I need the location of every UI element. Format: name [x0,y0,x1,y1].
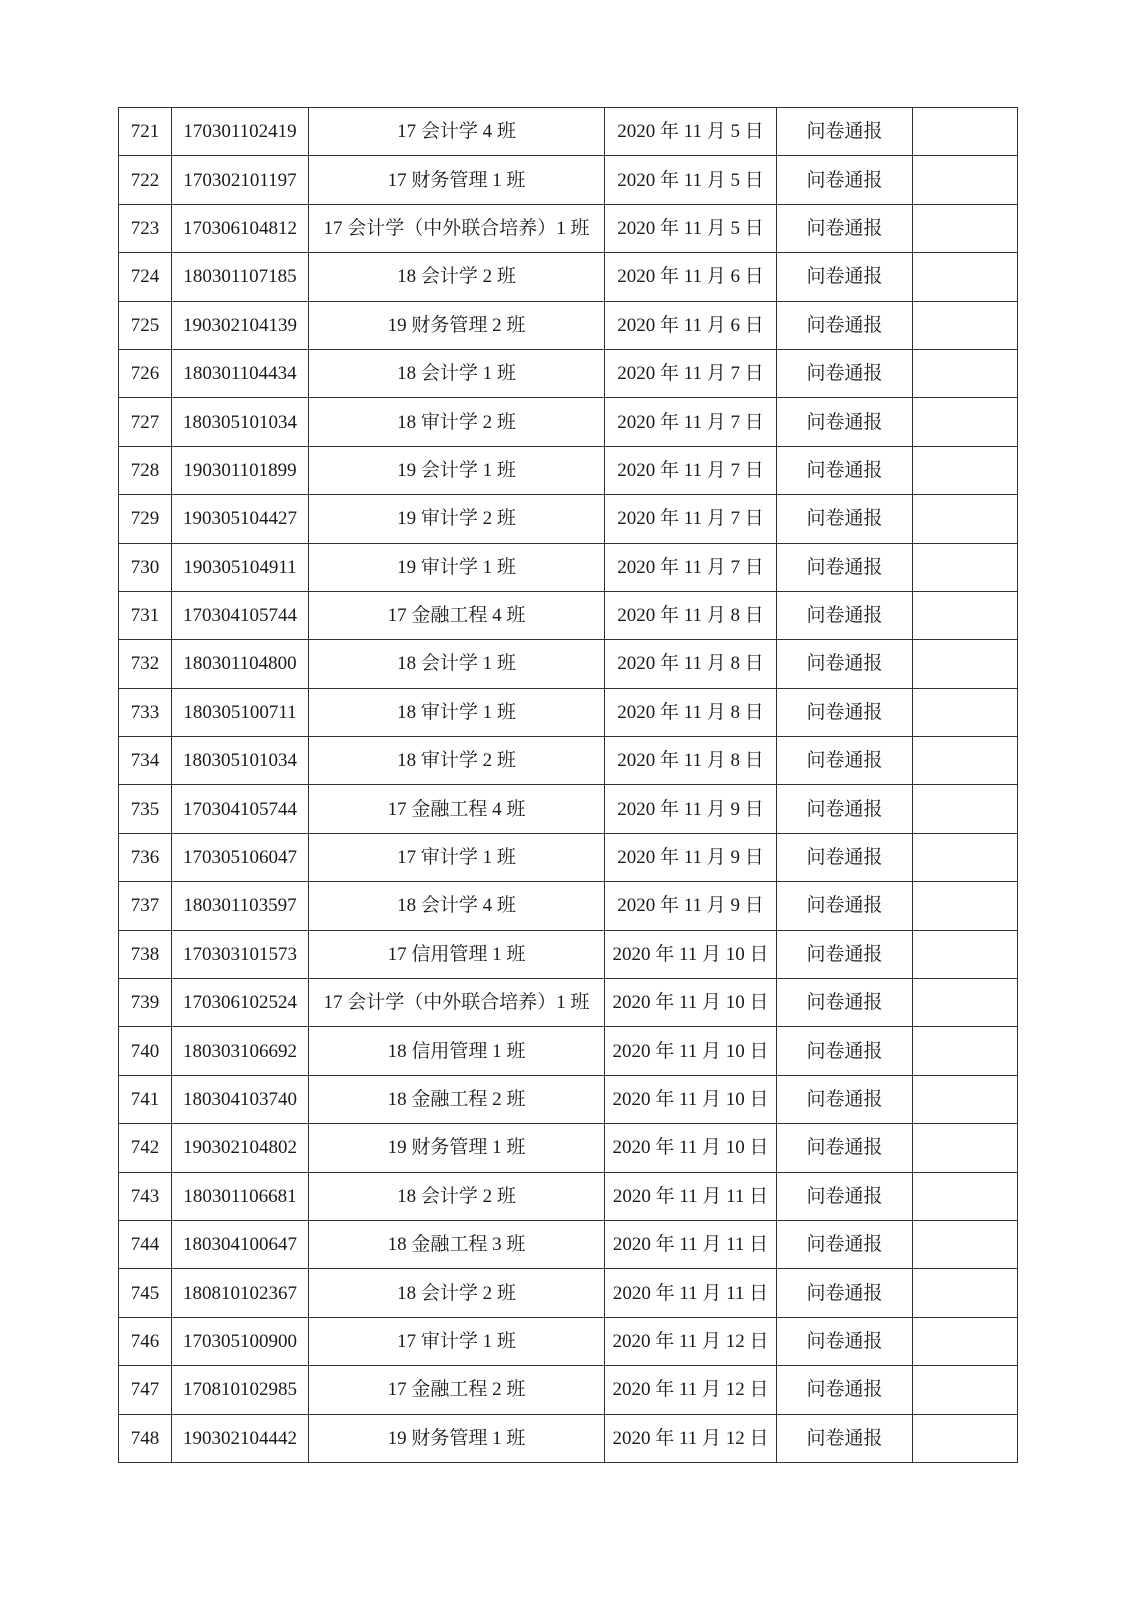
report-method-cell: 问卷通报 [777,1317,913,1365]
table-row [119,688,1018,736]
row-number-cell: 744 [119,1220,172,1268]
class-name-cell: 19 财务管理 1 班 [309,1414,605,1462]
class-name-cell: 19 审计学 2 班 [309,495,605,543]
student-id-cell: 170304105744 [172,785,309,833]
student-id-cell: 170306104812 [172,204,309,252]
student-id-cell: 180301104434 [172,349,309,397]
date-cell: 2020 年 11 月 8 日 [605,688,777,736]
class-name-cell: 18 金融工程 2 班 [309,1075,605,1123]
class-name-cell: 17 审计学 1 班 [309,1317,605,1365]
row-number-cell: 741 [119,1075,172,1123]
table-row [119,301,1018,349]
student-id-cell: 170304105744 [172,591,309,639]
report-method-cell: 问卷通报 [777,1027,913,1075]
table-row [119,1414,1018,1462]
date-cell: 2020 年 11 月 12 日 [605,1414,777,1462]
student-id-cell: 180305101034 [172,737,309,785]
student-id-cell: 180301106681 [172,1172,309,1220]
table-row [119,253,1018,301]
report-method-cell: 问卷通报 [777,640,913,688]
class-name-cell: 18 审计学 2 班 [309,737,605,785]
row-number-cell: 735 [119,785,172,833]
note-cell [913,204,1018,252]
report-method-cell: 问卷通报 [777,1220,913,1268]
class-name-cell: 17 会计学 4 班 [309,108,605,156]
row-number-cell: 727 [119,398,172,446]
report-method-cell: 问卷通报 [777,1269,913,1317]
class-name-cell: 17 会计学（中外联合培养）1 班 [309,979,605,1027]
date-cell: 2020 年 11 月 7 日 [605,398,777,446]
date-cell: 2020 年 11 月 9 日 [605,882,777,930]
note-cell [913,446,1018,494]
row-number-cell: 737 [119,882,172,930]
report-method-cell: 问卷通报 [777,1172,913,1220]
table-row [119,833,1018,881]
date-cell: 2020 年 11 月 12 日 [605,1366,777,1414]
table-row [119,979,1018,1027]
note-cell [913,688,1018,736]
note-cell [913,1220,1018,1268]
table-row [119,204,1018,252]
student-id-cell: 190305104911 [172,543,309,591]
row-number-cell: 722 [119,156,172,204]
report-method-cell: 问卷通报 [777,930,913,978]
date-cell: 2020 年 11 月 11 日 [605,1172,777,1220]
row-number-cell: 738 [119,930,172,978]
table-row [119,398,1018,446]
date-cell: 2020 年 11 月 8 日 [605,591,777,639]
class-name-cell: 17 会计学（中外联合培养）1 班 [309,204,605,252]
student-id-cell: 190305104427 [172,495,309,543]
class-name-cell: 18 会计学 2 班 [309,253,605,301]
row-number-cell: 748 [119,1414,172,1462]
date-cell: 2020 年 11 月 10 日 [605,1027,777,1075]
date-cell: 2020 年 11 月 7 日 [605,446,777,494]
report-method-cell: 问卷通报 [777,349,913,397]
student-id-cell: 180303106692 [172,1027,309,1075]
row-number-cell: 721 [119,108,172,156]
table-row [119,785,1018,833]
report-method-cell: 问卷通报 [777,979,913,1027]
note-cell [913,349,1018,397]
note-cell [913,495,1018,543]
student-id-cell: 170305106047 [172,833,309,881]
row-number-cell: 742 [119,1124,172,1172]
student-id-cell: 170302101197 [172,156,309,204]
row-number-cell: 746 [119,1317,172,1365]
table-row [119,930,1018,978]
student-id-cell: 170301102419 [172,108,309,156]
student-id-cell: 180301104800 [172,640,309,688]
student-id-cell: 190302104139 [172,301,309,349]
note-cell [913,882,1018,930]
note-cell [913,785,1018,833]
table-row [119,640,1018,688]
note-cell [913,543,1018,591]
date-cell: 2020 年 11 月 6 日 [605,301,777,349]
table-row [119,446,1018,494]
student-id-cell: 170305100900 [172,1317,309,1365]
class-name-cell: 18 审计学 1 班 [309,688,605,736]
note-cell [913,591,1018,639]
row-number-cell: 739 [119,979,172,1027]
class-name-cell: 17 信用管理 1 班 [309,930,605,978]
note-cell [913,1172,1018,1220]
table-row [119,591,1018,639]
report-method-cell: 问卷通报 [777,1075,913,1123]
note-cell [913,1414,1018,1462]
table-row [119,882,1018,930]
report-method-cell: 问卷通报 [777,495,913,543]
report-method-cell: 问卷通报 [777,156,913,204]
note-cell [913,1124,1018,1172]
student-id-cell: 180305100711 [172,688,309,736]
note-cell [913,1366,1018,1414]
report-method-cell: 问卷通报 [777,591,913,639]
class-name-cell: 19 审计学 1 班 [309,543,605,591]
row-number-cell: 732 [119,640,172,688]
class-name-cell: 18 会计学 2 班 [309,1172,605,1220]
note-cell [913,930,1018,978]
class-name-cell: 18 信用管理 1 班 [309,1027,605,1075]
student-id-cell: 180301107185 [172,253,309,301]
student-id-cell: 170810102985 [172,1366,309,1414]
report-method-cell: 问卷通报 [777,1366,913,1414]
date-cell: 2020 年 11 月 7 日 [605,495,777,543]
class-name-cell: 19 财务管理 1 班 [309,1124,605,1172]
table-row [119,1220,1018,1268]
note-cell [913,156,1018,204]
student-id-cell: 170306102524 [172,979,309,1027]
report-method-cell: 问卷通报 [777,833,913,881]
class-name-cell: 18 会计学 1 班 [309,349,605,397]
table-row [119,1366,1018,1414]
row-number-cell: 728 [119,446,172,494]
row-number-cell: 729 [119,495,172,543]
row-number-cell: 730 [119,543,172,591]
report-method-cell: 问卷通报 [777,543,913,591]
row-number-cell: 745 [119,1269,172,1317]
date-cell: 2020 年 11 月 10 日 [605,930,777,978]
student-id-cell: 180304103740 [172,1075,309,1123]
report-method-cell: 问卷通报 [777,108,913,156]
date-cell: 2020 年 11 月 9 日 [605,833,777,881]
class-name-cell: 17 金融工程 2 班 [309,1366,605,1414]
note-cell [913,640,1018,688]
date-cell: 2020 年 11 月 5 日 [605,204,777,252]
date-cell: 2020 年 11 月 10 日 [605,979,777,1027]
row-number-cell: 734 [119,737,172,785]
row-number-cell: 731 [119,591,172,639]
table-row [119,1027,1018,1075]
date-cell: 2020 年 11 月 7 日 [605,543,777,591]
report-method-cell: 问卷通报 [777,301,913,349]
date-cell: 2020 年 11 月 9 日 [605,785,777,833]
report-method-cell: 问卷通报 [777,1414,913,1462]
class-name-cell: 18 会计学 2 班 [309,1269,605,1317]
table-row [119,495,1018,543]
table-row [119,108,1018,156]
report-method-cell: 问卷通报 [777,688,913,736]
student-id-cell: 190302104802 [172,1124,309,1172]
note-cell [913,979,1018,1027]
date-cell: 2020 年 11 月 6 日 [605,253,777,301]
student-id-cell: 190302104442 [172,1414,309,1462]
table-row [119,1317,1018,1365]
date-cell: 2020 年 11 月 11 日 [605,1220,777,1268]
row-number-cell: 726 [119,349,172,397]
date-cell: 2020 年 11 月 10 日 [605,1075,777,1123]
date-cell: 2020 年 11 月 5 日 [605,156,777,204]
note-cell [913,301,1018,349]
note-cell [913,398,1018,446]
class-name-cell: 18 审计学 2 班 [309,398,605,446]
student-id-cell: 180301103597 [172,882,309,930]
table-row [119,543,1018,591]
date-cell: 2020 年 11 月 12 日 [605,1317,777,1365]
row-number-cell: 725 [119,301,172,349]
row-number-cell: 747 [119,1366,172,1414]
note-cell [913,253,1018,301]
row-number-cell: 743 [119,1172,172,1220]
student-id-cell: 180304100647 [172,1220,309,1268]
class-name-cell: 18 会计学 1 班 [309,640,605,688]
note-cell [913,108,1018,156]
student-id-cell: 180305101034 [172,398,309,446]
class-name-cell: 18 会计学 4 班 [309,882,605,930]
note-cell [913,1269,1018,1317]
student-id-cell: 190301101899 [172,446,309,494]
note-cell [913,737,1018,785]
student-id-cell: 170303101573 [172,930,309,978]
class-name-cell: 19 会计学 1 班 [309,446,605,494]
table-row [119,1124,1018,1172]
row-number-cell: 723 [119,204,172,252]
date-cell: 2020 年 11 月 10 日 [605,1124,777,1172]
table-row [119,1172,1018,1220]
report-method-cell: 问卷通报 [777,1124,913,1172]
report-method-cell: 问卷通报 [777,446,913,494]
class-name-cell: 17 财务管理 1 班 [309,156,605,204]
date-cell: 2020 年 11 月 8 日 [605,640,777,688]
date-cell: 2020 年 11 月 5 日 [605,108,777,156]
row-number-cell: 733 [119,688,172,736]
class-name-cell: 17 金融工程 4 班 [309,785,605,833]
table-row [119,1269,1018,1317]
class-name-cell: 18 金融工程 3 班 [309,1220,605,1268]
records-table-body [119,108,1018,1463]
date-cell: 2020 年 11 月 7 日 [605,349,777,397]
report-method-cell: 问卷通报 [777,204,913,252]
date-cell: 2020 年 11 月 11 日 [605,1269,777,1317]
student-id-cell: 180810102367 [172,1269,309,1317]
report-method-cell: 问卷通报 [777,253,913,301]
report-method-cell: 问卷通报 [777,398,913,446]
row-number-cell: 724 [119,253,172,301]
row-number-cell: 736 [119,833,172,881]
note-cell [913,833,1018,881]
date-cell: 2020 年 11 月 8 日 [605,737,777,785]
report-method-cell: 问卷通报 [777,785,913,833]
note-cell [913,1075,1018,1123]
note-cell [913,1317,1018,1365]
table-row [119,737,1018,785]
class-name-cell: 19 财务管理 2 班 [309,301,605,349]
records-table [118,107,1018,1463]
table-row [119,156,1018,204]
table-row [119,1075,1018,1123]
report-method-cell: 问卷通报 [777,882,913,930]
note-cell [913,1027,1018,1075]
table-row [119,349,1018,397]
report-method-cell: 问卷通报 [777,737,913,785]
row-number-cell: 740 [119,1027,172,1075]
class-name-cell: 17 金融工程 4 班 [309,591,605,639]
class-name-cell: 17 审计学 1 班 [309,833,605,881]
